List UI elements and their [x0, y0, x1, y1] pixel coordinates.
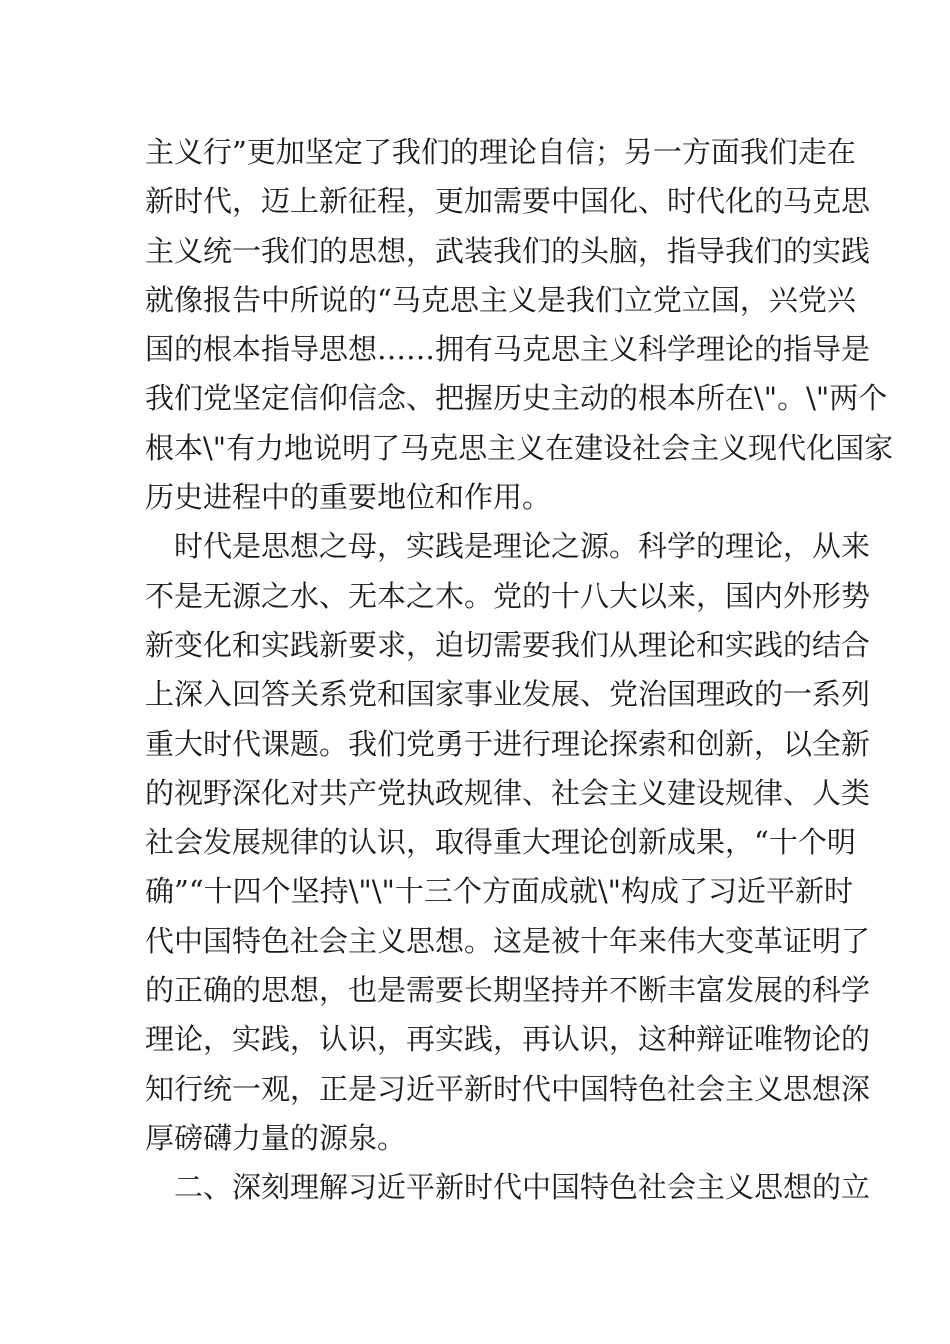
text-line: 厚磅礴力量的源泉。	[145, 1120, 407, 1155]
text-line: 上深入回答关系党和国家事业发展、党治国理政的一系列	[145, 677, 871, 712]
text-line: 确”“十四个坚持\"\"十三个方面成就\"构成了习近平新时	[145, 874, 853, 909]
text-line: 重大时代课题。我们党勇于进行理论探索和创新，以全新	[145, 726, 871, 761]
section-heading-line: 二、深刻理解习近平新时代中国特色社会主义思想的立	[145, 1170, 871, 1205]
paragraph-3-heading	[145, 1163, 871, 1212]
text-line: 代中国特色社会主义思想。这是被十年来伟大变革证明了	[145, 923, 871, 958]
body-text	[145, 128, 894, 1213]
text-line: 不是无源之水、无本之木。党的十八大以来，国内外形势	[145, 578, 871, 613]
paragraph-2	[145, 522, 871, 1163]
text-line: 新时代，迈上新征程，更加需要中国化、时代化的马克思	[145, 184, 871, 219]
text-line: 时代是思想之母，实践是理论之源。科学的理论，从来	[145, 529, 871, 564]
text-line: 主义行”更加坚定了我们的理论自信；另一方面我们走在	[145, 135, 856, 169]
text-line: 主义统一我们的思想，武装我们的头脑，指导我们的实践	[145, 233, 871, 268]
text-line: 的正确的思想，也是需要长期坚持并不断丰富发展的科学	[145, 973, 871, 1008]
text-line: 国的根本指导思想……拥有马克思主义科学理论的指导是	[145, 332, 871, 367]
text-line: 就像报告中所说的“马克思主义是我们立党立国，兴党兴	[145, 282, 856, 317]
text-line: 历史进程中的重要地位和作用。	[145, 480, 552, 515]
text-line: 社会发展规律的认识，取得重大理论创新成果，“十个明	[145, 825, 856, 860]
text-line: 根本\"有力地说明了马克思主义在建设社会主义现代化国家	[145, 430, 894, 465]
text-line: 我们党坚定信仰信念、把握历史主动的根本所在\"。\"两个	[145, 381, 888, 416]
text-line: 的视野深化对共产党执政规律、社会主义建设规律、人类	[145, 775, 871, 810]
text-line: 知行统一观，正是习近平新时代中国特色社会主义思想深	[145, 1071, 871, 1106]
text-line: 新变化和实践新要求，迫切需要我们从理论和实践的结合	[145, 627, 871, 662]
text-line: 理论，实践，认识，再实践，再认识，这种辩证唯物论的	[145, 1022, 871, 1057]
paragraph-1	[145, 128, 894, 522]
